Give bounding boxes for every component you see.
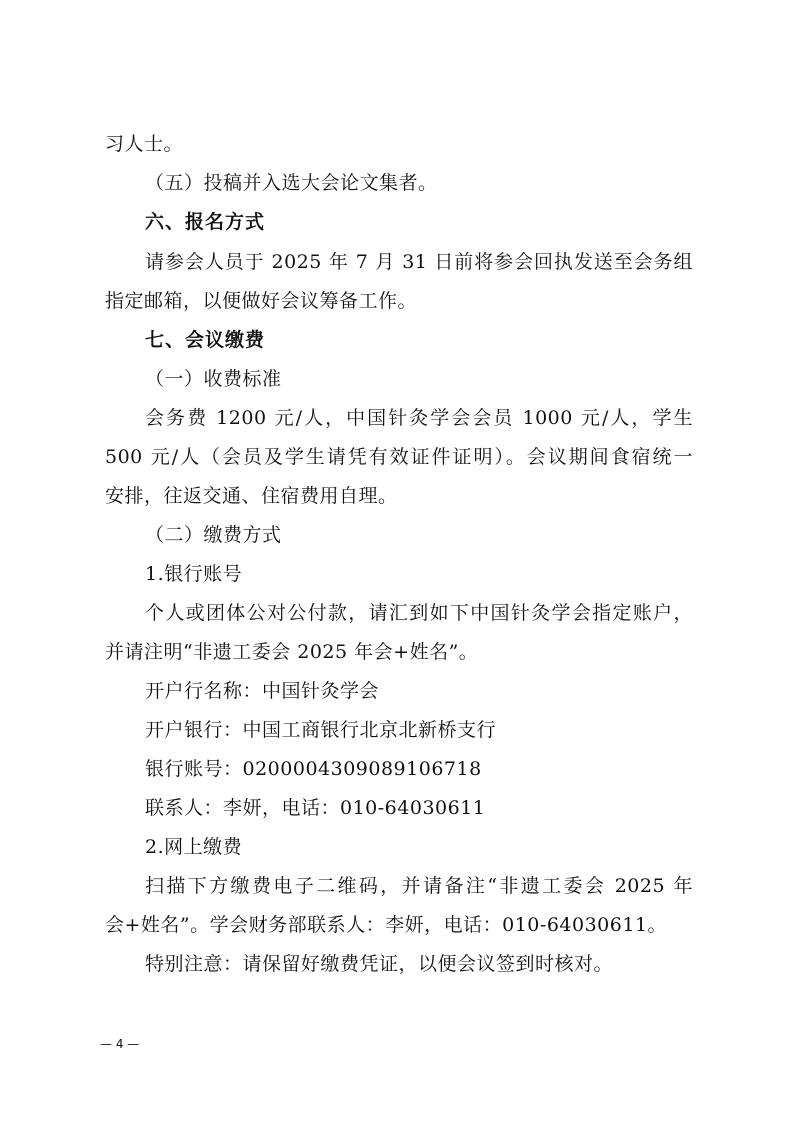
subsection-heading: （一）收费标准 [145, 368, 282, 390]
page-number: — 4 — [100, 1037, 140, 1051]
bank-name-line: 开户银行：中国工商银行北京北新桥支行 [145, 719, 497, 741]
notice-line: 特别注意：请保留好缴费凭证，以便会议签到时核对。 [145, 953, 614, 975]
text-line: （五）投稿并入选大会论文集者。 [145, 172, 438, 194]
item-heading: 1.银行账号 [145, 563, 243, 585]
section-heading: 七、会议缴费 [145, 329, 266, 351]
account-name-line: 开户行名称：中国针灸学会 [145, 680, 380, 702]
item-heading: 2.网上缴费 [145, 836, 243, 858]
text-line: 请参会人员于 2025 年 7 月 31 日前将参会回执发送至会务组 [145, 251, 693, 273]
text-line: 个人或团体公对公付款，请汇到如下中国针灸学会指定账户， [145, 602, 693, 624]
text-line: 安排，往返交通、住宿费用自理。 [105, 485, 398, 507]
text-line: 并请注明“非遗工委会 2025 年会+姓名”。 [105, 641, 479, 663]
text-line: 指定邮箱，以便做好会议筹备工作。 [105, 290, 418, 312]
section-heading: 六、报名方式 [145, 211, 266, 233]
text-line: 500 元/人（会员及学生请凭有效证件证明）。会议期间食宿统一 [105, 446, 693, 468]
text-line: 会+姓名”。学会财务部联系人：李妍，电话：010-64030611。 [105, 914, 668, 936]
text-line: 会务费 1200 元/人，中国针灸学会会员 1000 元/人，学生 [145, 407, 693, 429]
subsection-heading: （二）缴费方式 [145, 524, 282, 546]
text-line: 习人士。 [105, 133, 184, 155]
contact-line: 联系人：李妍，电话：010-64030611 [145, 797, 486, 819]
text-line: 扫描下方缴费电子二维码，并请备注“非遗工委会 2025 年 [145, 875, 693, 897]
account-number-line: 银行账号：0200004309089106718 [145, 758, 482, 780]
